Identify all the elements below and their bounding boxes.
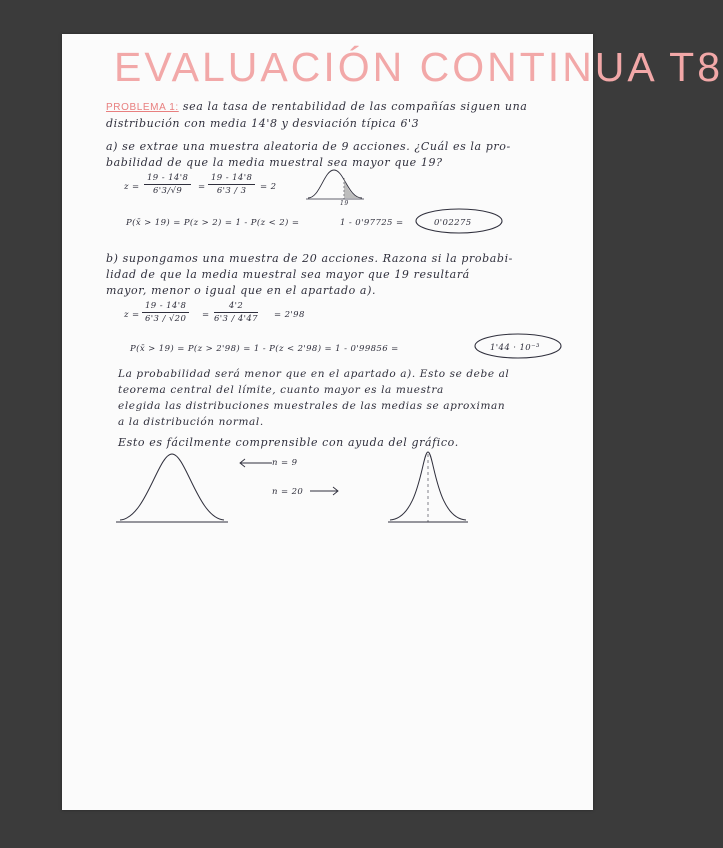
- part-b-question-line-3: mayor, menor o igual que en el apartado a).: [106, 284, 377, 297]
- problem-label: PROBLEMA 1:: [106, 102, 179, 113]
- part-b-fraction-1-denominator: 6'3 / √20: [145, 314, 187, 324]
- part-a-probability-line: P(x̄ > 19) = P(z > 2) = 1 - P(z < 2) =: [126, 218, 300, 228]
- normal-curve-n20: [384, 446, 470, 526]
- part-a-fraction-2-denominator: 6'3 / 3: [216, 186, 247, 196]
- part-b-fraction-2: [214, 301, 258, 324]
- part-a-fraction-1: [144, 173, 191, 196]
- part-b-question-line-1: b) supongamos una muestra de 20 acciones. Razona si la probabi-: [106, 252, 514, 265]
- part-b-answer: 1'44 · 10⁻³: [490, 343, 540, 353]
- part-b-fraction-2-numerator: 4'2: [214, 301, 258, 313]
- part-a-answer: 0'02275: [434, 218, 472, 228]
- part-a-question-line-1: a) se extrae una muestra aleatoria de 9 acciones. ¿Cuál es la pro-: [106, 140, 511, 153]
- problem-statement-text: sea la tasa de rentabilidad de las compañías siguen una: [182, 100, 528, 113]
- part-b-fraction-1-numerator: 19 - 14'8: [142, 301, 189, 313]
- part-a-fraction-1-denominator: 6'3/√9: [153, 186, 183, 196]
- part-b-probability-line: P(x̄ > 19) = P(z > 2'98) = 1 - P(z < 2'98) = 1 - 0'99856 =: [130, 344, 399, 354]
- part-b-fraction-1: [142, 301, 189, 324]
- part-a-question-line-2: babilidad de que la media muestral sea mayor que 19?: [106, 156, 443, 169]
- part-a-curve-mark: 19: [340, 200, 349, 207]
- page-title: EVALUACIÓN CONTINUA T8: [114, 44, 723, 90]
- explanation-line-2: teorema central del límite, cuanto mayor es la muestra: [118, 384, 444, 396]
- label-n9: n = 9: [272, 458, 298, 468]
- notebook-page: [62, 34, 723, 810]
- graph-note: Esto es fácilmente comprensible con ayuda del gráfico.: [118, 436, 459, 449]
- part-a-z-result: = 2: [260, 182, 277, 192]
- part-a-probability-calc: 1 - 0'97725 =: [340, 218, 404, 228]
- part-a-fraction-2: [208, 173, 255, 196]
- part-a-fraction-2-numerator: 19 - 14'8: [208, 173, 255, 185]
- part-a-normal-curve-sketch: [306, 166, 366, 206]
- arrow-right-icon: [308, 486, 342, 496]
- explanation-line-1: La probabilidad será menor que en el apartado a). Esto se debe al: [118, 368, 510, 380]
- part-a-equals: =: [198, 182, 206, 192]
- explanation-line-3: elegida las distribuciones muestrales de las medias se aproximan: [118, 400, 506, 412]
- part-b-fraction-2-denominator: 6'3 / 4'47: [214, 314, 258, 324]
- part-b-equals: =: [202, 310, 210, 320]
- part-b-z-result: = 2'98: [274, 310, 305, 320]
- normal-curve-n9: [116, 450, 232, 524]
- problem-statement-line-2: distribución con media 14'8 y desviación típica 6'3: [106, 117, 420, 130]
- part-a-fraction-1-numerator: 19 - 14'8: [144, 173, 191, 185]
- part-b-z-label: z =: [124, 310, 140, 320]
- explanation-line-4: a la distribución normal.: [118, 416, 264, 428]
- part-b-question-line-2: lidad de que la media muestral sea mayor que 19 resultará: [106, 268, 470, 281]
- problem-statement-line-1: [106, 100, 527, 113]
- part-a-z-label: z =: [124, 182, 140, 192]
- label-n20: n = 20: [272, 487, 304, 497]
